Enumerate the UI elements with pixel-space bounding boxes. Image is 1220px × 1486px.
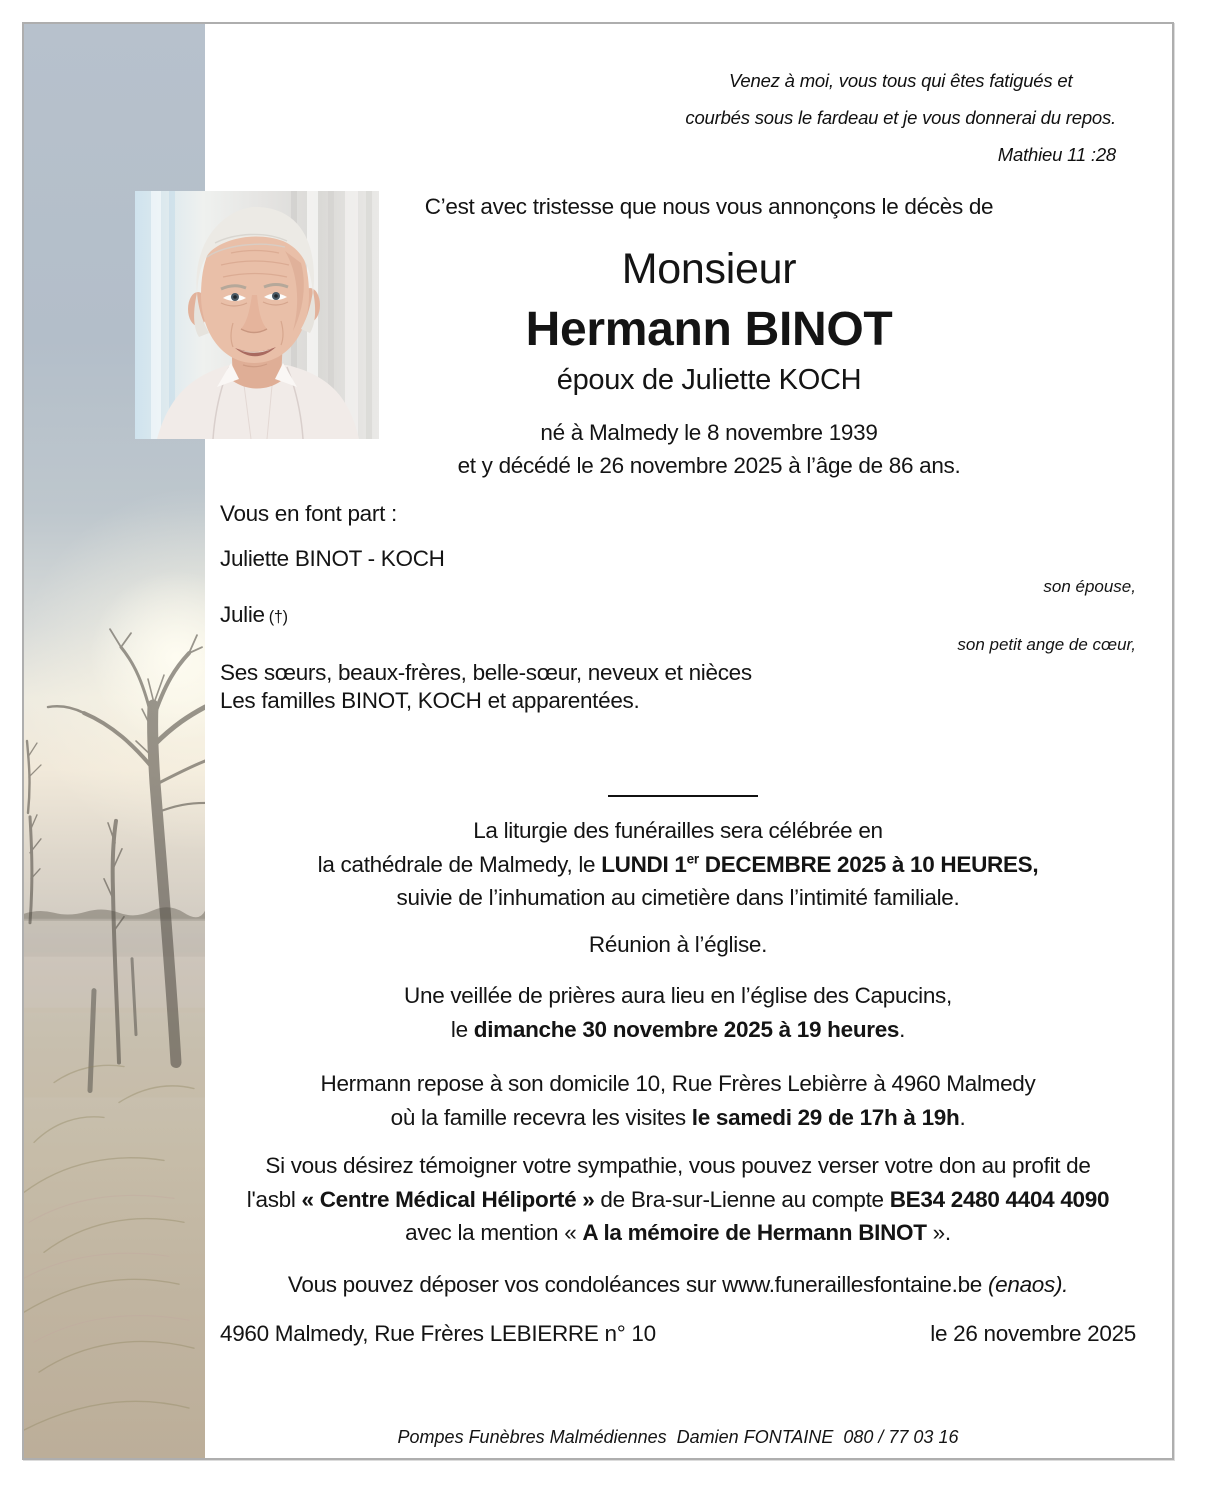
portrait-illustration <box>135 191 379 439</box>
vigil-line-2: le dimanche 30 novembre 2025 à 19 heures. <box>450 1016 906 1042</box>
repose-paragraph <box>220 1067 1136 1134</box>
liturgy-line-2: la cathédrale de Malmedy, le LUNDI 1er DECEMBRE 2025 à 10 HEURES, <box>317 851 1039 877</box>
announcement-intro: C’est avec tristesse que nous vous annonçons le décès de <box>424 194 994 219</box>
family-member-name: Ses sœurs, beaux-frères, belle-sœur, neveux et nièces <box>220 660 752 685</box>
announcement-page <box>22 22 1174 1460</box>
enaos-note: (enaos). <box>987 1271 1069 1297</box>
deceased-marker: (†) <box>268 608 288 626</box>
scripture-quote <box>685 62 1116 173</box>
family-member-relation: son petit ange de cœur, <box>957 635 1136 654</box>
announcement-date: le 26 novembre 2025 <box>930 1321 1136 1346</box>
family-member-relation: son épouse, <box>1043 577 1136 596</box>
family-member-name: Juliette BINOT - KOCH <box>220 546 445 571</box>
meeting-line: Réunion à l’église. <box>588 931 768 957</box>
donation-line-3: avec la mention « A la mémoire de Hermann BINOT ». <box>405 1220 951 1245</box>
vigil-line-1: Une veillée de prières aura lieu en l’église des Capucins, <box>404 983 952 1008</box>
family-block <box>220 500 1136 715</box>
spouse-line: époux de Juliette KOCH <box>556 364 862 396</box>
honorific-title: Monsieur <box>621 245 797 293</box>
donation-line-2: l'asbl « Centre Médical Héliporté » de Bra-sur-Lienne au compte BE34 2480 4404 4090 <box>246 1186 1110 1212</box>
birth-line: né à Malmedy le 8 novembre 1939 <box>540 420 878 445</box>
repose-line-1: Hermann repose à son domicile 10, Rue Frères Lebièrre à 4960 Malmedy <box>320 1071 1036 1096</box>
address-row <box>220 1320 1136 1348</box>
liturgy-line-3: suivie de l’inhumation au cimetière dans l’intimité familiale. <box>396 885 960 910</box>
ceremony-details <box>220 814 1136 1301</box>
death-line: et y décédé le 26 novembre 2025 à l’âge de 86 ans. <box>457 453 961 478</box>
family-member-name: Les familles BINOT, KOCH et apparentées. <box>220 688 640 713</box>
condolences-line: Vous pouvez déposer vos condoléances sur www.funeraillesfontaine.be (enaos). <box>287 1271 1069 1297</box>
liturgy-line-1: La liturgie des funérailles sera célébrée en <box>473 818 883 843</box>
repose-line-2: où la famille recevra les visites le samedi 29 de 17h à 19h. <box>390 1104 966 1130</box>
quote-line-1: Venez à moi, vous tous qui êtes fatigués et <box>728 70 1073 91</box>
quote-line-2: courbés sous le fardeau et je vous donnerai du repos. <box>685 107 1116 128</box>
funeral-home-address: 4960 Malmedy, Rue Frères LEBIERRE n° 10 <box>220 1321 656 1346</box>
portrait-photo <box>135 191 379 439</box>
section-divider <box>608 795 758 797</box>
family-member-name: Julie (†) <box>220 602 288 627</box>
donation-paragraph <box>220 1149 1136 1250</box>
announcement-header <box>364 192 1054 482</box>
liturgy-paragraph <box>220 814 1136 915</box>
funeral-home-footer: Pompes Funèbres Malmédiennes Damien FONTAINE 080 / 77 03 16 <box>397 1427 959 1447</box>
quote-citation: Mathieu 11 :28 <box>997 144 1116 165</box>
donation-line-1: Si vous désirez témoigner votre sympathie, vous pouvez verser votre don au profit de <box>265 1153 1091 1178</box>
deceased-name: Hermann BINOT <box>525 303 893 356</box>
vigil-paragraph <box>220 979 1136 1046</box>
family-heading: Vous en font part : <box>220 501 397 526</box>
